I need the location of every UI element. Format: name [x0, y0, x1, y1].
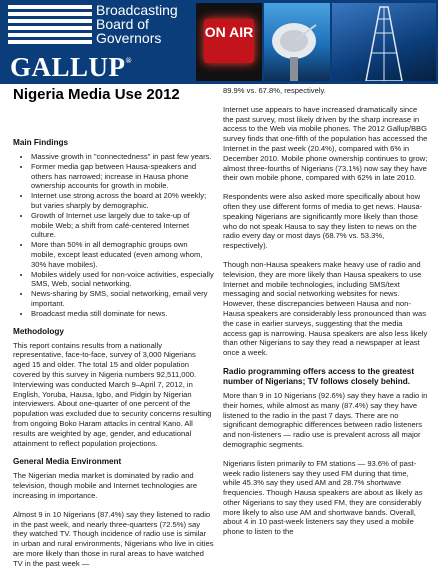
methodology-heading: Methodology [13, 326, 64, 336]
right-paragraph-4: More than 9 in 10 Nigerians (92.6%) say they have a radio in their homes, while almost as many (87.4%) say they have listened to the radio in the past 7 days. There are no significant demographic differences between radio listeners and non-listeners — radio use is prevalent across all major demographic segments. [223, 390, 428, 449]
registered-mark: ® [125, 56, 132, 65]
general-media-paragraph-2: Almost 9 in 10 Nigerians (87.4%) say they listened to radio in the past week, and nearly three-quarters (72.5%) say they watched TV. Though incidence of radio use is similar in urban and rural environments, Nigerians who live in cities are more likely than those in rural areas to have watched TV in the past week — [13, 509, 214, 568]
on-air-sign: ON AIR [204, 19, 254, 63]
photo-broadcast-tower [332, 3, 436, 81]
bbg-name [96, 3, 178, 45]
finding-item: • News-sharing by SMS, social networking, email very important. [31, 289, 214, 309]
finding-item: • Massive growth in "connectedness" in past few years. [31, 152, 214, 162]
right-paragraph-1: Internet use appears to have increased dramatically since the past survey, most likely driven by the sharp increase in access to the Web via mobile phones. The 2012 Gallup/BBG survey finds that one-fifth of the population has accessed the Internet in the past week (20.4%), compared with 6% in December 2010. Mobile phone ownership continues to grow; almost three-fourths of Nigerians (73.1%) now say they have their own mobile phone, compared with 62% in late 2010. [223, 104, 428, 183]
finding-item: • More than 50% in all demographic groups own mobile, except least educated (even among whom, 30% have mobiles). [31, 240, 214, 269]
main-findings-heading: Main Findings [13, 138, 69, 147]
general-media-heading: General Media Environment [13, 457, 122, 467]
general-media-paragraph-1: The Nigerian media market is dominated by radio and television, though mobile and Internet technologies are increasing in importance. [13, 471, 198, 500]
left-column [13, 138, 214, 577]
right-paragraph-3: Though non-Hausa speakers make heavy use of radio and television, they are more likely than Hausa speakers to use Internet and mobile technologies, including SMS/text messaging and social networking websites for news. However, these discrepancies between Hausa and non-Hausa speakers are considerably less pronounced than was the case in earlier surveys, suggesting that the media access gap is narrowing. Hausa speakers are also less likely than other Nigerians to say they read a newspaper at least once a week. [223, 259, 428, 358]
photo-on-air [196, 3, 262, 81]
photo-satellite-dish [264, 3, 330, 81]
radio-heading: Radio programming offers access to the greatest number of Nigerians; TV follows closely behind. [223, 366, 415, 386]
methodology-text: This report contains results from a nationally representative, face-to-face, survey of 3,000 Nigerians aged 15 and older. The total 15 and older population covered by this survey in Nigeria numbers 92,511,000. Interviewing was conducted March 9–April 7, 2012, in English, Yoruba, Hausa, Igbo, and Pidgin by Nigerian interviewers. About one-quarter of one percent of the population was excluded due to security concerns resulting from ongoing Boko Haram attacks in central Kano. All results are weighted by age, gender, and educational attainment to reflect population projections. [13, 340, 212, 448]
gallup-wordmark: GALLUP [10, 52, 126, 82]
right-column [223, 86, 428, 546]
finding-item: • Internet use strong across the board at 20% weekly; but varies sharply by demographic. [31, 191, 214, 211]
bbg-line-2: Board of [96, 16, 149, 32]
bbg-logo-icon [8, 3, 92, 47]
right-paragraph-2: Respondents were also asked more specifically about how often they use different forms of media to get news. Hausa-speaking Nigerians are significantly more likely than those who do not speak Hausa to say they listen to news on the radio every day or most days (68.7% vs. 53.3%, respectively). [223, 192, 423, 251]
finding-item: • Former media gap between Hausa-speakers and others has narrowed; increase in Hausa phone ownership accounts for growth in mobile. [31, 162, 214, 191]
finding-item: • Growth of Internet use largely due to take-up of mobile Web; a shift from café-centered Internet culture. [31, 211, 214, 240]
finding-item: • Mobiles widely used for non-voice activities, especially SMS, Web, social networking. [31, 270, 214, 290]
bbg-line-3: Governors [96, 30, 162, 46]
tower-icon [332, 3, 436, 81]
right-paragraph-0: 89.9% vs. 67.8%, respectively. [223, 86, 326, 95]
right-paragraph-5: Nigerians listen primarily to FM stations — 93.6% of past-week radio listeners say they used FM during that time, while 45.3% say they used AM and 28.7% shortwave frequencies. Though Hausa speakers are about as likely as other Nigerians to say they used FM, they are considerably more likely to also use AM and shortwave bands. Overall, about 4 in 10 past-week listeners say they used a mobile phone to listen to the [223, 458, 423, 537]
gallup-logo [10, 52, 132, 83]
page-title: Nigeria Media Use 2012 [13, 86, 180, 103]
header-banner [0, 0, 438, 84]
satellite-dish-icon [264, 3, 330, 81]
main-findings-list [13, 152, 214, 319]
finding-item: • Broadcast media still dominate for news. [31, 309, 214, 319]
bbg-line-1: Broadcasting [96, 2, 178, 18]
